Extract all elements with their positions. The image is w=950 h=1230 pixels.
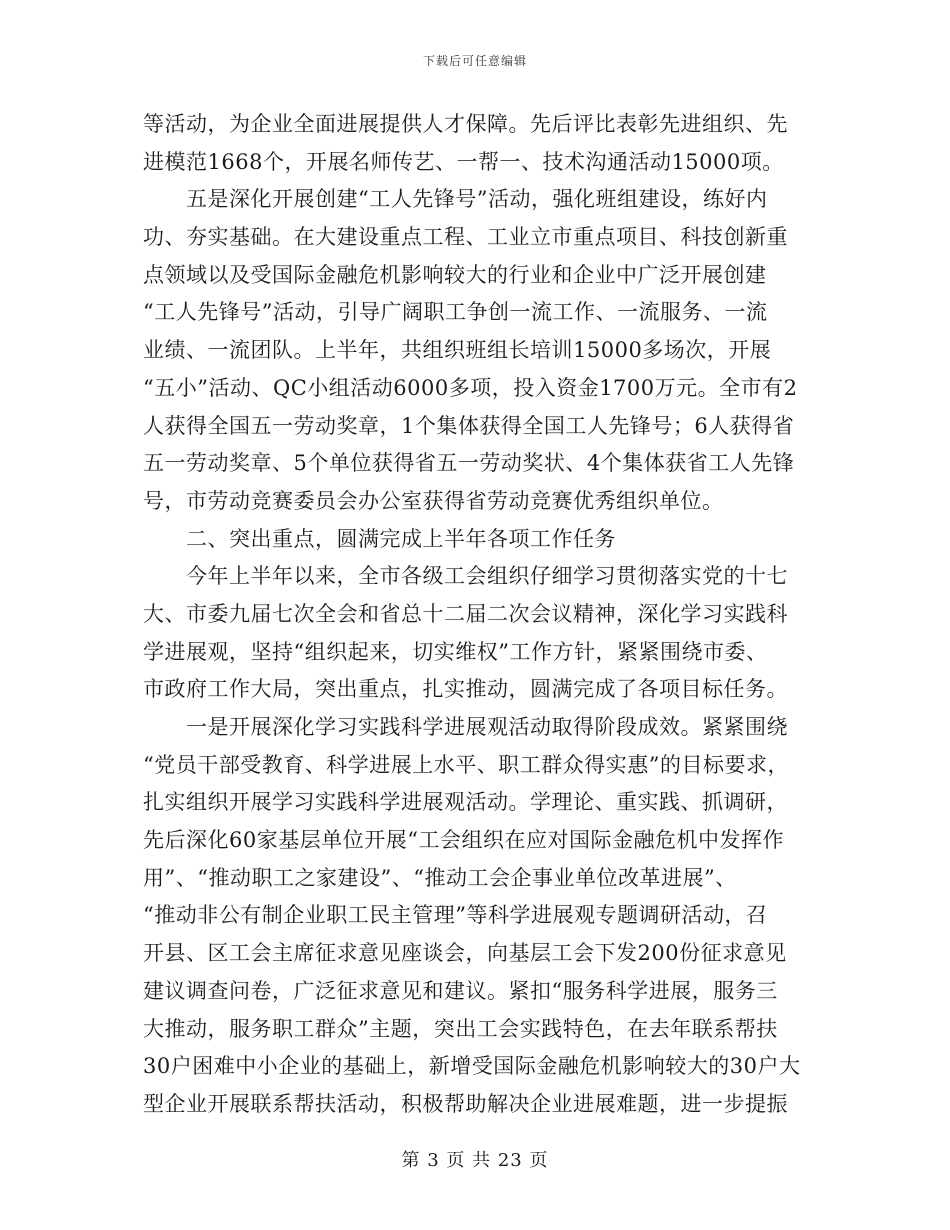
text-line: “党员干部受教育、科学进展上水平、职工群众得实惠”的目标要求， — [143, 752, 789, 777]
text-line: 大推动，服务职工群众”主题，突出工会实践特色，在去年联系帮扶 — [143, 1016, 778, 1041]
text-line: 开县、区工会主席征求意见座谈会，向基层工会下发200份征求意见 — [143, 941, 787, 966]
text-line: 一是开展深化学习实践科学进展观活动取得阶段成效。紧紧围绕 — [143, 715, 788, 739]
document-body — [143, 106, 803, 1124]
page-number: 第 3 页 共 23 页 — [401, 1150, 549, 1171]
text-line: 等活动，为企业全面进展提供人才保障。先后评比表彰先进组织、先 — [143, 112, 788, 136]
text-line: “推动非公有制企业职工民主管理”等科学进展观专题调研活动，召 — [143, 903, 768, 928]
text-line: 人获得全国五一劳动奖章，1个集体获得全国工人先锋号；6人获得省 — [143, 413, 795, 438]
text-line: 市政府工作大局，突出重点，扎实推动，圆满完成了各项目标任务。 — [143, 677, 788, 702]
text-line: 建议调查问卷，广泛征求意见和建议。紧扣“服务科学进展，服务三 — [143, 978, 778, 1003]
section-heading: 二、突出重点，圆满完成上半年各项工作任务 — [143, 526, 616, 551]
text-line: 五一劳动奖章、5个单位获得省五一劳动奖状、4个集体获省工人先锋 — [143, 451, 795, 476]
text-line: 先后深化60家基层单位开展“工会组织在应对国际金融危机中发挥作 — [143, 828, 784, 853]
text-line: 号，市劳动竞赛委员会办公室获得省劳动竞赛优秀组织单位。 — [143, 488, 724, 513]
text-line: 大、市委九届七次全会和省总十二届二次会议精神，深化学习实践科 — [143, 601, 788, 626]
text-line: 功、夯实基础。在大建设重点工程、工业立市重点项目、科技创新重 — [143, 225, 788, 250]
text-line: 用”、“推动职工之家建设”、“推动工会企事业单位改革进展”、 — [143, 865, 737, 890]
text-line: 型企业开展联系帮扶活动，积极帮助解决企业进展难题，进一步提振 — [143, 1091, 788, 1116]
text-line: 点领域以及受国际金融危机影响较大的行业和企业中广泛开展创建 — [143, 262, 767, 287]
text-line: 进模范1668个，开展名师传艺、一帮一、技术沟通活动15000项。 — [143, 149, 784, 174]
text-line: 五是深化开展创建“工人先锋号”活动，强化班组建设，练好内 — [143, 187, 768, 212]
text-line: 业绩、一流团队。上半年，共组织班组长培训15000多场次，开展 — [143, 338, 772, 363]
text-line: 扎实组织开展学习实践科学进展观活动。学理论、重实践、抓调研， — [143, 790, 788, 815]
text-line: “五小”活动、QC小组活动6000多项，投入资金1700万元。全市有2 — [143, 375, 798, 400]
text-line: 30户困难中小企业的基础上，新增受国际金融危机影响较大的30户大 — [143, 1054, 801, 1079]
text-line: 学进展观，坚持“组织起来，切实维权”工作方针，紧紧围绕市委、 — [143, 639, 768, 664]
page-header-note: 下载后可任意编辑 — [422, 54, 527, 68]
text-line: “工人先锋号”活动，引导广阔职工争创一流工作、一流服务、一流 — [143, 300, 768, 325]
text-line: 今年上半年以来，全市各级工会组织仔细学习贯彻落实党的十七 — [143, 564, 788, 589]
